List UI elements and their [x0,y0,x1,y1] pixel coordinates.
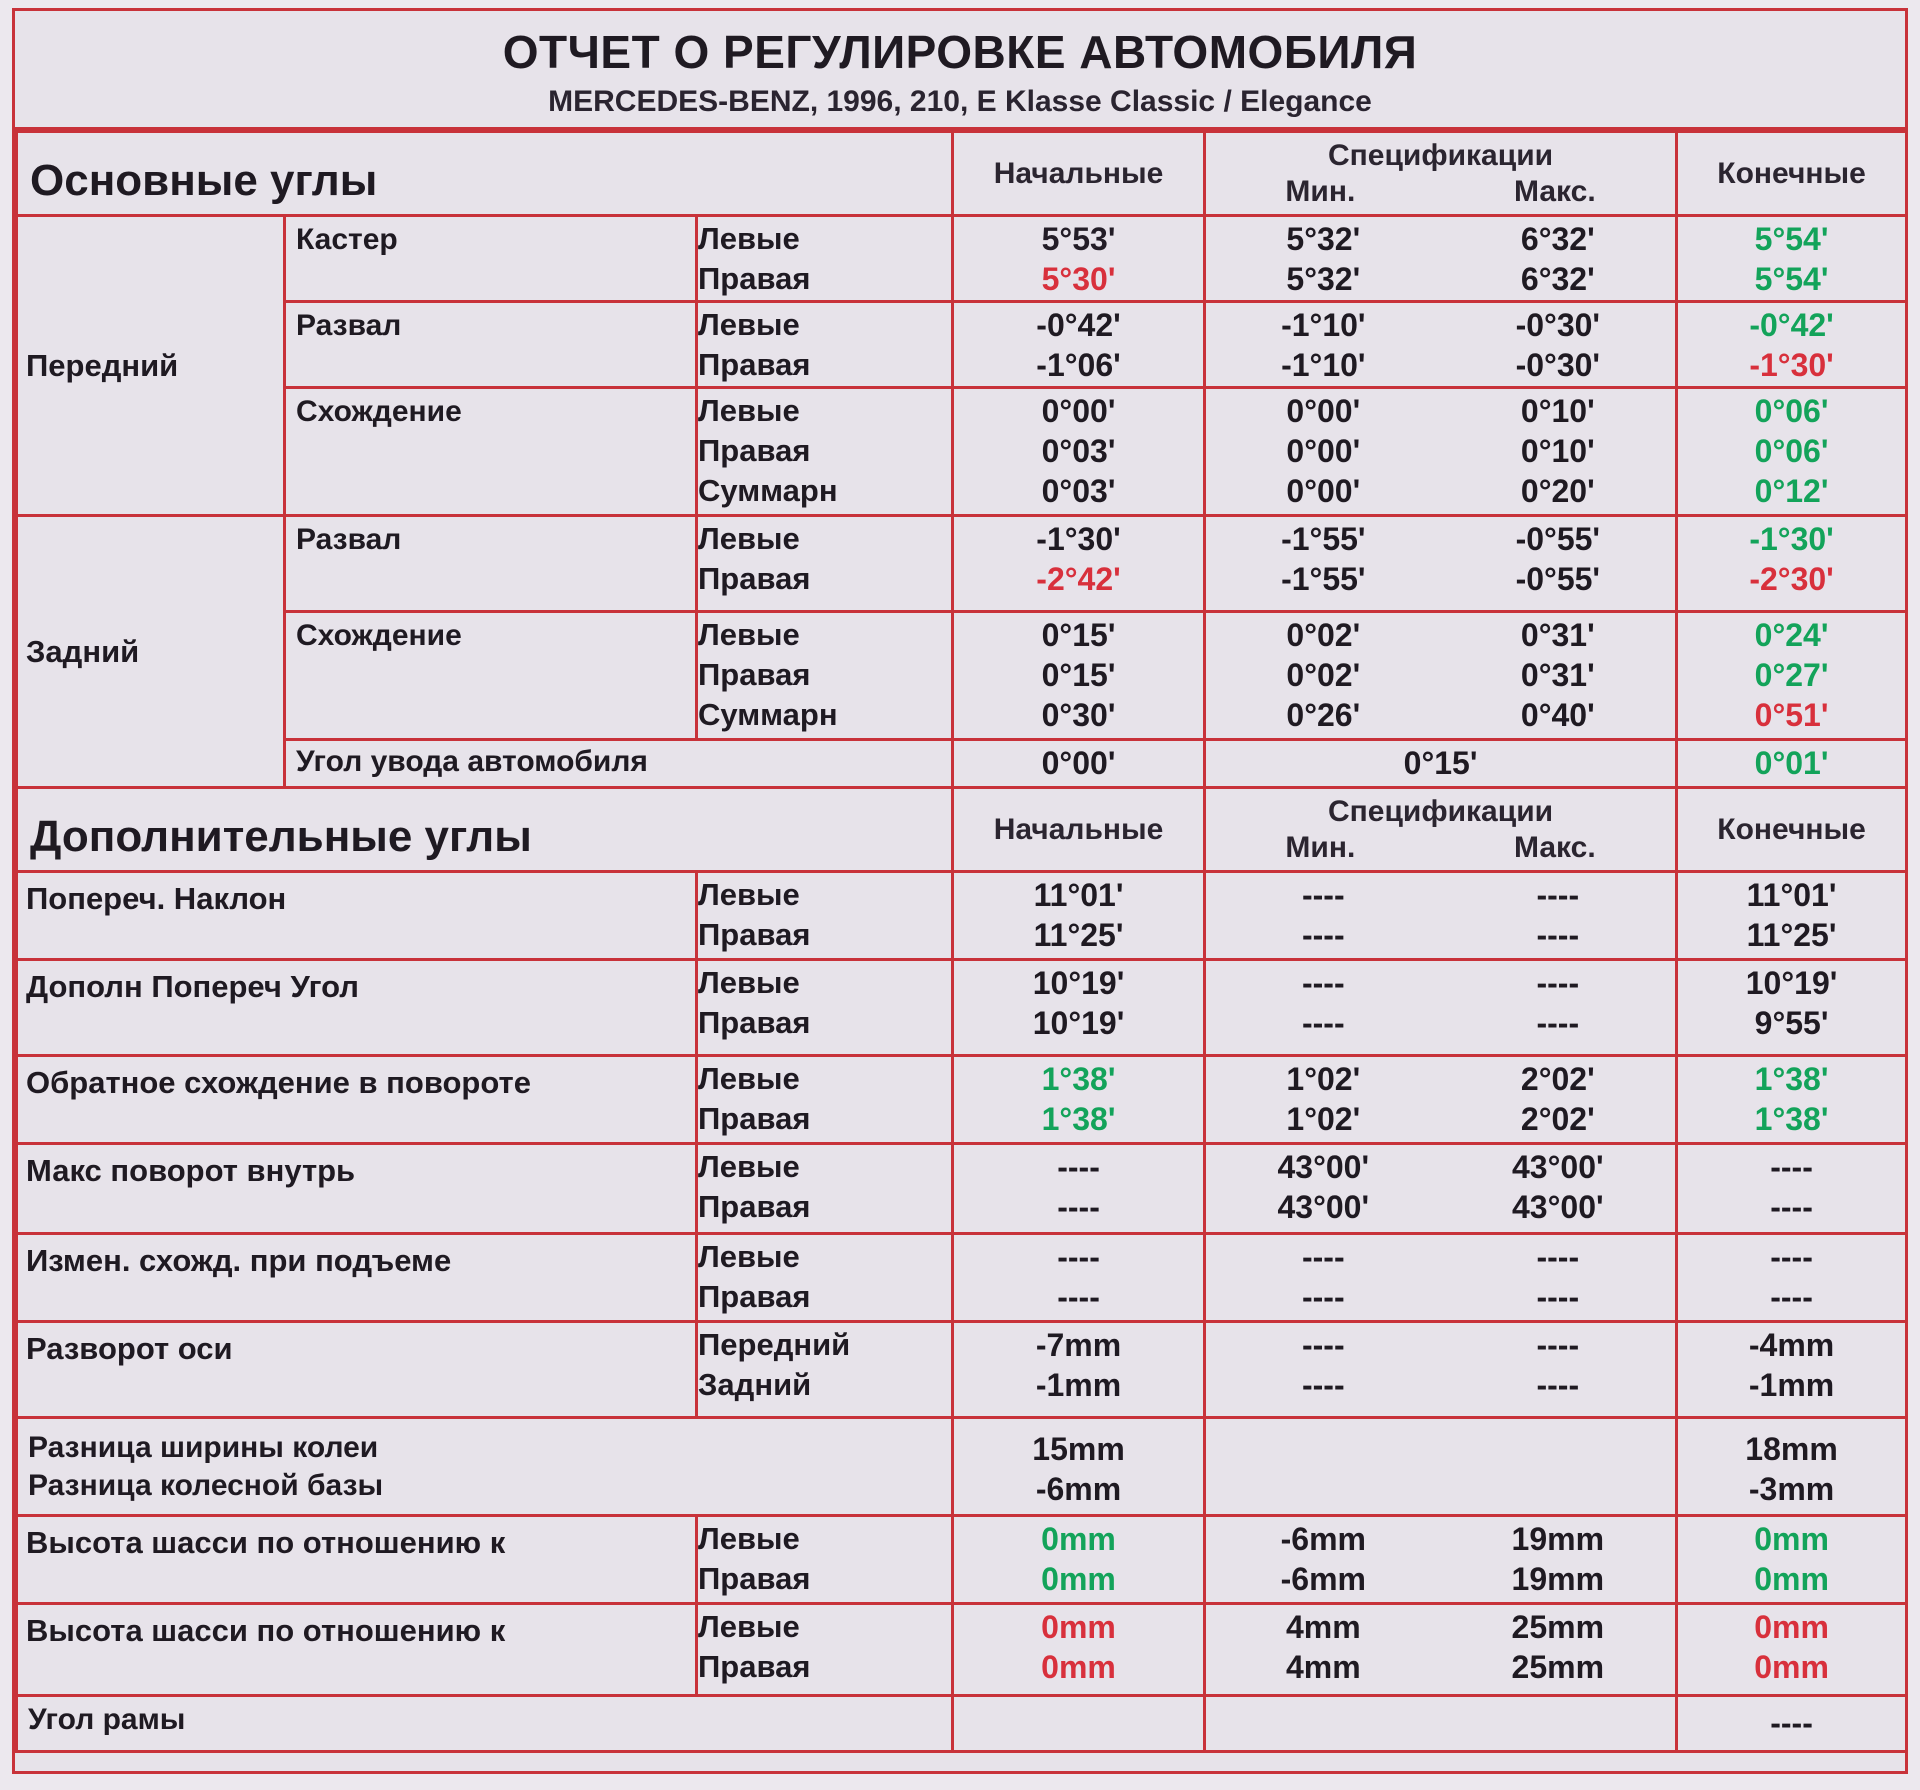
rear-camber-row [17,516,1907,612]
alignment-report [12,8,1908,1774]
row-initial: ---- ---- [953,1144,1205,1234]
rear-toe-label: Схождение [285,612,697,740]
height2-final: 0mm 0mm [1677,1604,1907,1696]
row-sides: Левые Правая [697,1234,953,1322]
height1-initial: 0mm 0mm [953,1516,1205,1604]
main-header-row [17,132,1907,216]
rear-toe-spec: 0°02' 0°02' 0°26' 0°31' 0°31' 0°40' [1205,612,1677,740]
col-final-header: Конечные [1677,132,1907,216]
row-label: Попереч. Наклон [17,872,697,960]
front-toe-final: 0°06' 0°06' 0°12' [1677,388,1907,516]
diff-labels [17,1418,953,1516]
row-label: Макс поворот внутрь [17,1144,697,1234]
rear-camber-sides: Левые Правая [697,516,953,612]
thrust-spec: 0°15' [1205,740,1677,788]
front-camber-initial: -0°42' -1°06' [953,302,1205,388]
table-row [17,1234,1907,1322]
rear-toe-sides: Левые Правая Суммарн [697,612,953,740]
caster-row [17,216,1907,302]
extra-header-row [17,788,1907,872]
table-row [17,1322,1907,1418]
height2-row [17,1604,1907,1696]
extra-max-label: Макс. [1514,830,1596,864]
row-sides: Левые Правая [697,872,953,960]
row-final: ---- ---- [1677,1144,1907,1234]
caster-sides: Левые Правая [697,216,953,302]
extra-col-spec-header [1205,788,1677,872]
thrust-row [17,740,1907,788]
rear-camber-label: Развал [285,516,697,612]
front-toe-label: Схождение [285,388,697,516]
table-row [17,1056,1907,1144]
row-final: -4mm -1mm [1677,1322,1907,1418]
row-spec: ---- ---- ---- ---- [1205,1322,1677,1418]
caster-final: 5°54' 5°54' [1677,216,1907,302]
caster-initial: 5°53' 5°30' [953,216,1205,302]
height1-spec: -6mm -6mm 19mm 19mm [1205,1516,1677,1604]
report-title: ОТЧЕТ О РЕГУЛИРОВКЕ АВТОМОБИЛЯ [502,26,1418,78]
table-row [17,1144,1907,1234]
front-camber-row [17,302,1907,388]
track-diff-label: Разница ширины колеи [28,1431,379,1464]
extra-min-label: Мин. [1285,830,1356,864]
main-section-title: Основные углы [17,132,953,216]
table-row [17,960,1907,1056]
rear-toe-row [17,612,1907,740]
row-final: 1°38' 1°38' [1677,1056,1907,1144]
diff-row [17,1418,1907,1516]
extra-spec-label: Спецификации [1328,794,1554,828]
front-camber-sides: Левые Правая [697,302,953,388]
vehicle-info: MERCEDES-BENZ, 1996, 210, E Klasse Classic / Elegance [548,85,1372,118]
row-final: 11°01' 11°25' [1677,872,1907,960]
row-initial: 1°38' 1°38' [953,1056,1205,1144]
row-spec: ---- ---- ---- ---- [1205,872,1677,960]
rear-camber-initial: -1°30' -2°42' [953,516,1205,612]
thrust-final: 0°01' [1677,740,1907,788]
row-spec: ---- ---- ---- ---- [1205,960,1677,1056]
row-initial: 10°19' 10°19' [953,960,1205,1056]
alignment-table [15,130,1908,1753]
rear-group-label: Задний [17,516,285,788]
rear-camber-spec: -1°55' -1°55' -0°55' -0°55' [1205,516,1677,612]
row-sides: Левые Правая [697,1144,953,1234]
front-camber-spec: -1°10' -1°10' -0°30' -0°30' [1205,302,1677,388]
thrust-initial: 0°00' [953,740,1205,788]
col-initial-header: Начальные [953,132,1205,216]
front-toe-row [17,388,1907,516]
front-toe-spec: 0°00' 0°00' 0°00' 0°10' 0°10' 0°20' [1205,388,1677,516]
height1-label: Высота шасси по отношению к [17,1516,697,1604]
frame-angle-row [17,1696,1907,1752]
frame-angle-initial [953,1696,1205,1752]
frame-angle-spec [1205,1696,1677,1752]
row-final: ---- ---- [1677,1234,1907,1322]
row-sides: Левые Правая [697,960,953,1056]
extra-col-initial-header: Начальные [953,788,1205,872]
rear-camber-final: -1°30' -2°30' [1677,516,1907,612]
height1-row [17,1516,1907,1604]
height2-sides: Левые Правая [697,1604,953,1696]
height2-label: Высота шасси по отношению к [17,1604,697,1696]
col-spec-header [1205,132,1677,216]
table-row [17,872,1907,960]
front-camber-label: Развал [285,302,697,388]
row-final: 10°19' 9°55' [1677,960,1907,1056]
frame-angle-final: ---- [1677,1696,1907,1752]
diff-initial: 15mm -6mm [953,1418,1205,1516]
rear-toe-initial: 0°15' 0°15' 0°30' [953,612,1205,740]
frame-angle-label: Угол рамы [17,1696,953,1752]
row-sides: Левые Правая [697,1056,953,1144]
report-header [15,11,1905,130]
extra-section-title: Дополнительные углы [17,788,953,872]
row-spec: ---- ---- ---- ---- [1205,1234,1677,1322]
row-initial: -7mm -1mm [953,1322,1205,1418]
wheelbase-diff-label: Разница колесной базы [28,1469,384,1502]
thrust-label: Угол увода автомобиля [285,740,953,788]
caster-spec: 5°32' 5°32' 6°32' 6°32' [1205,216,1677,302]
extra-col-final-header: Конечные [1677,788,1907,872]
diff-spec [1205,1418,1677,1516]
height2-initial: 0mm 0mm [953,1604,1205,1696]
row-sides: Передний Задний [697,1322,953,1418]
row-spec: 1°02' 1°02' 2°02' 2°02' [1205,1056,1677,1144]
diff-final: 18mm -3mm [1677,1418,1907,1516]
spec-label: Спецификации [1328,138,1554,172]
height1-final: 0mm 0mm [1677,1516,1907,1604]
caster-label: Кастер [285,216,697,302]
min-label: Мин. [1285,174,1356,208]
row-label: Дополн Попереч Угол [17,960,697,1056]
max-label: Макс. [1514,174,1596,208]
height2-spec: 4mm 4mm 25mm 25mm [1205,1604,1677,1696]
row-label: Обратное схождение в повороте [17,1056,697,1144]
rear-toe-final: 0°24' 0°27' 0°51' [1677,612,1907,740]
row-label: Измен. схожд. при подъеме [17,1234,697,1322]
row-initial: 11°01' 11°25' [953,872,1205,960]
row-initial: ---- ---- [953,1234,1205,1322]
front-toe-initial: 0°00' 0°03' 0°03' [953,388,1205,516]
row-label: Разворот оси [17,1322,697,1418]
front-group-label: Передний [17,216,285,516]
front-toe-sides: Левые Правая Суммарн [697,388,953,516]
row-spec: 43°00' 43°00' 43°00' 43°00' [1205,1144,1677,1234]
front-camber-final: -0°42' -1°30' [1677,302,1907,388]
height1-sides: Левые Правая [697,1516,953,1604]
